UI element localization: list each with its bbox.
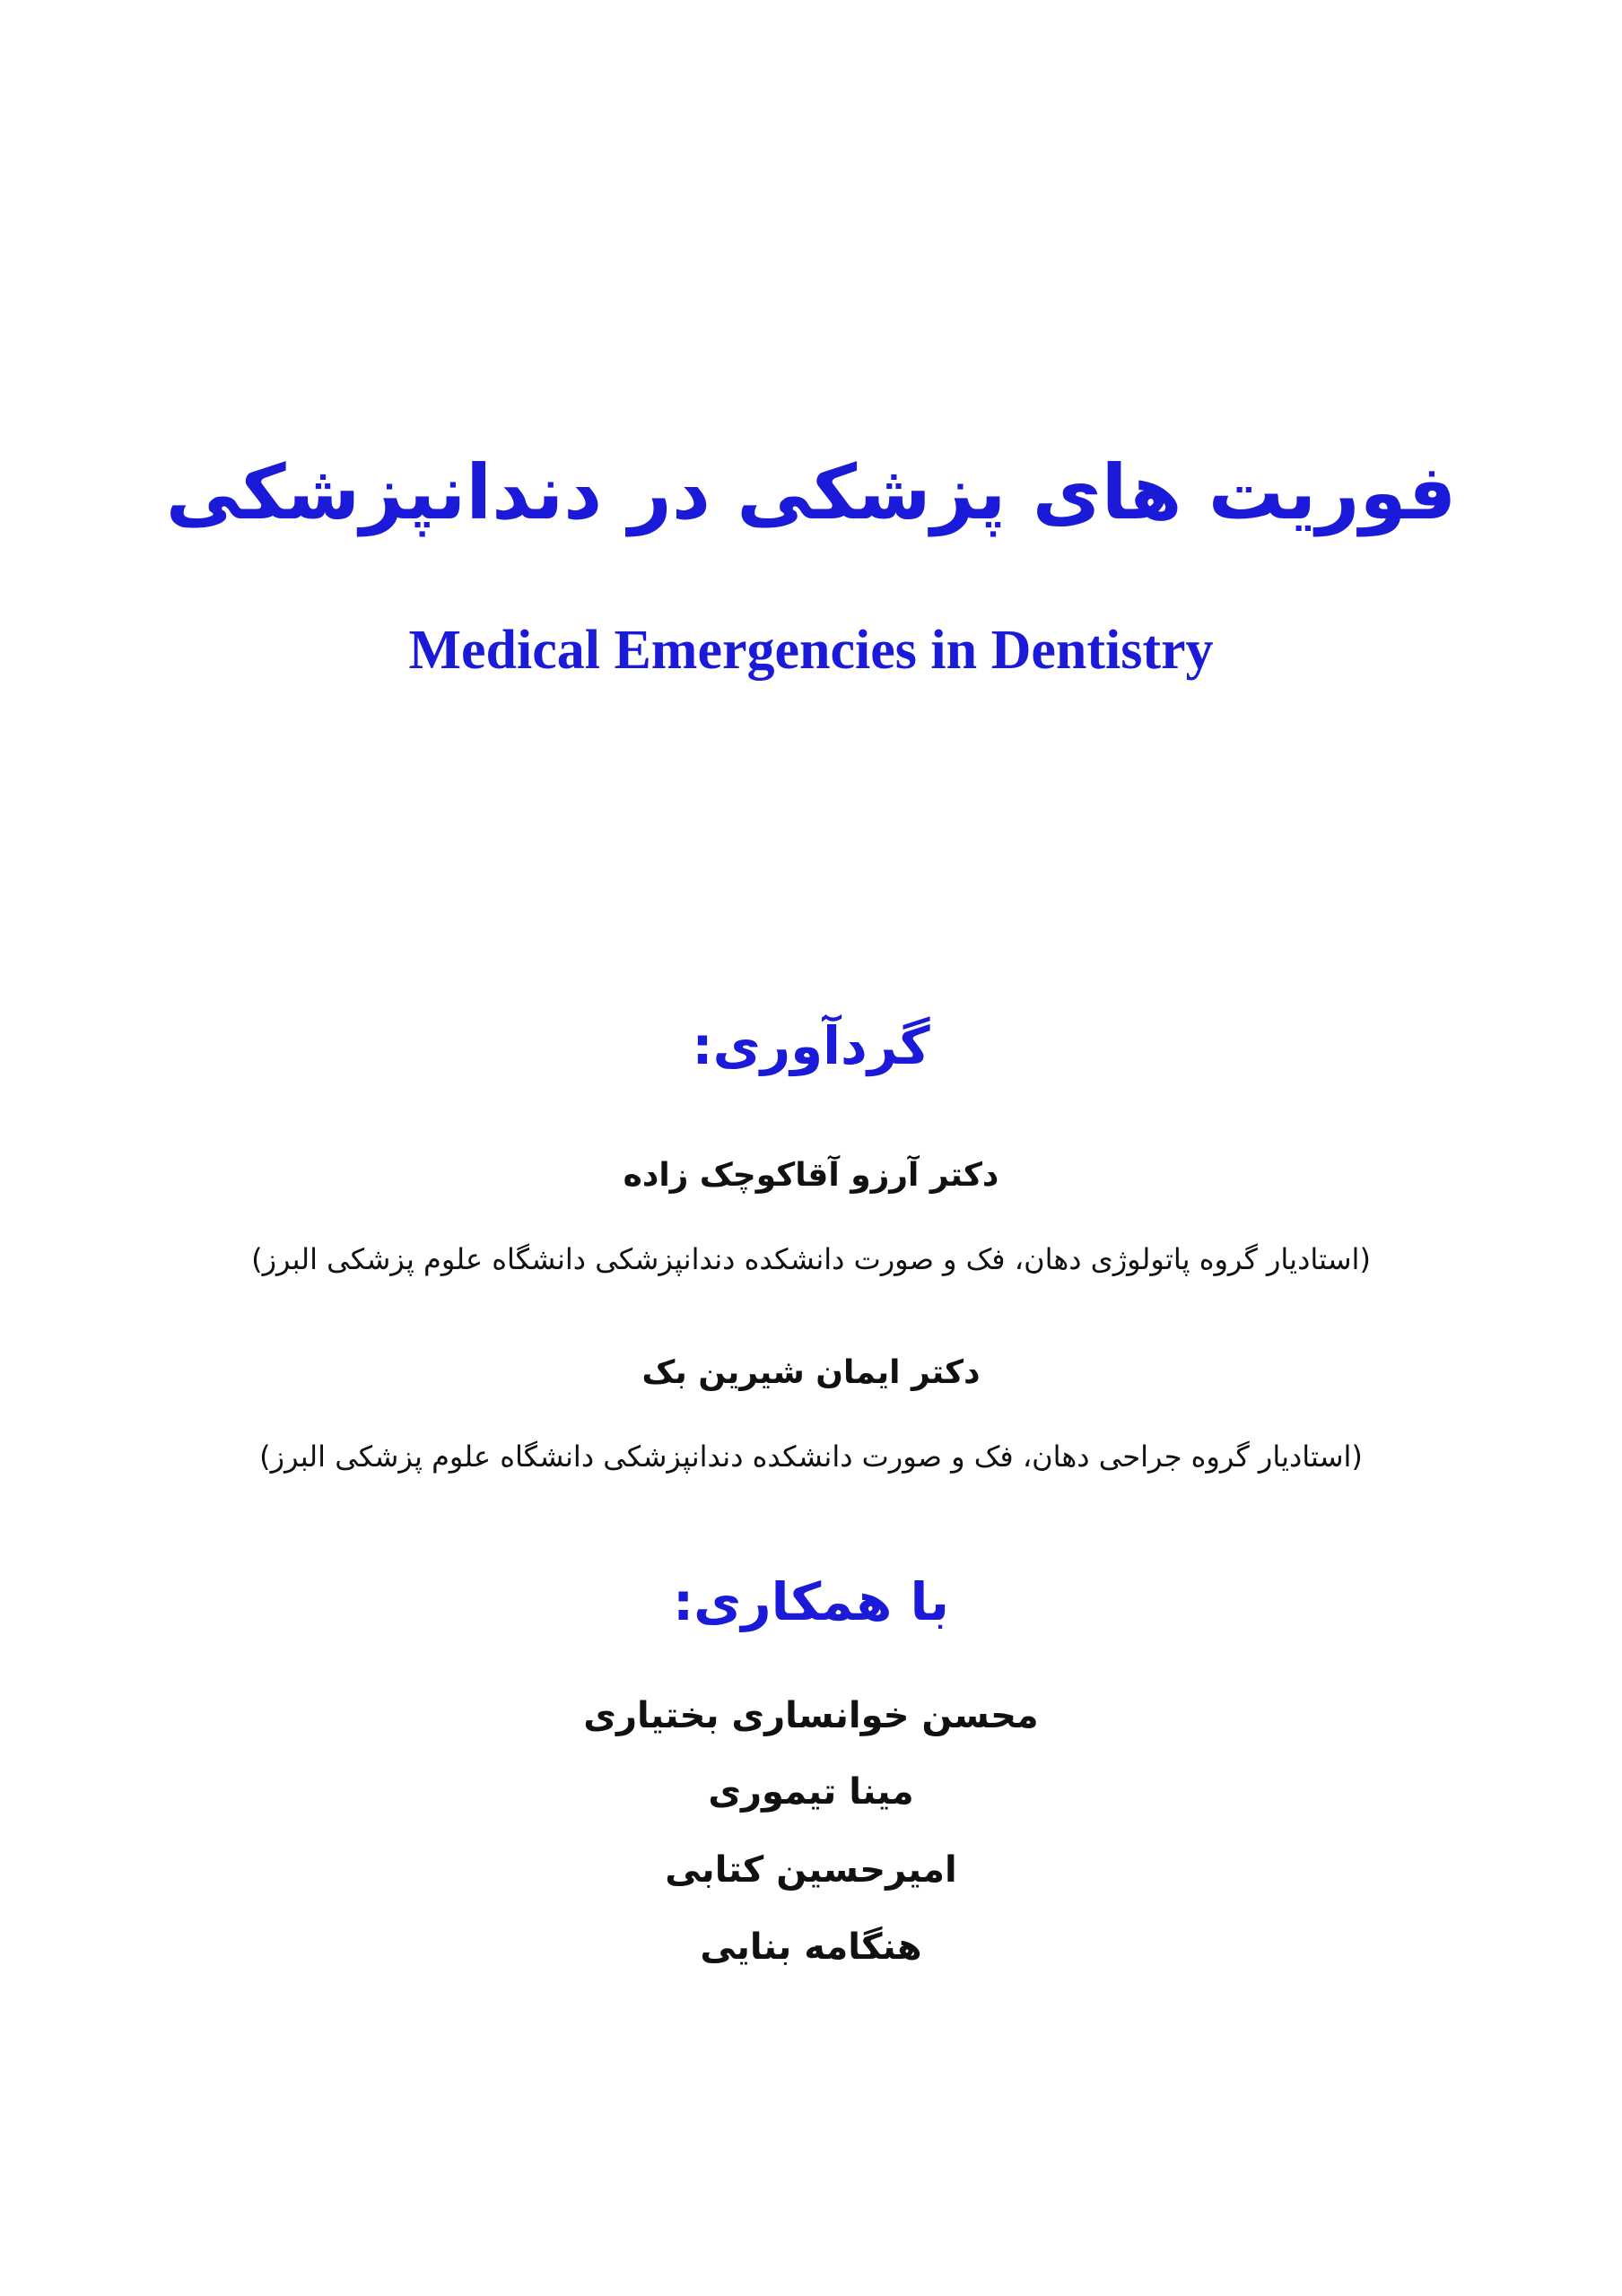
author-affiliation: (استادیار گروه پاتولوژی دهان، فک و صورت دانشکده دندانپزشکی دانشگاه علوم پزشکی البرز)	[251, 1242, 1371, 1276]
english-title: Medical Emergencies in Dentistry	[408, 620, 1214, 681]
compiled-by-heading: گردآوری:	[692, 1015, 930, 1076]
collaboration-heading: با همکاری:	[672, 1571, 950, 1632]
author-affiliation: (استادیار گروه جراحی دهان، فک و صورت دانشکده دندانپزشکی دانشگاه علوم پزشکی البرز)	[259, 1439, 1363, 1474]
contributor-name: محسن خوانساری بختیاری	[583, 1695, 1039, 1736]
contributor-name: هنگامه بنایی	[700, 1926, 922, 1968]
persian-title: فوریت های پزشکی در دندانپزشکی	[165, 448, 1457, 536]
contributor-name: امیرحسین کتابی	[665, 1849, 957, 1891]
author-name: دکتر ایمان شیرین بک	[641, 1354, 981, 1391]
contributor-name: مینا تیموری	[708, 1771, 914, 1813]
author-name: دکتر آرزو آقاکوچک زاده	[623, 1157, 999, 1194]
